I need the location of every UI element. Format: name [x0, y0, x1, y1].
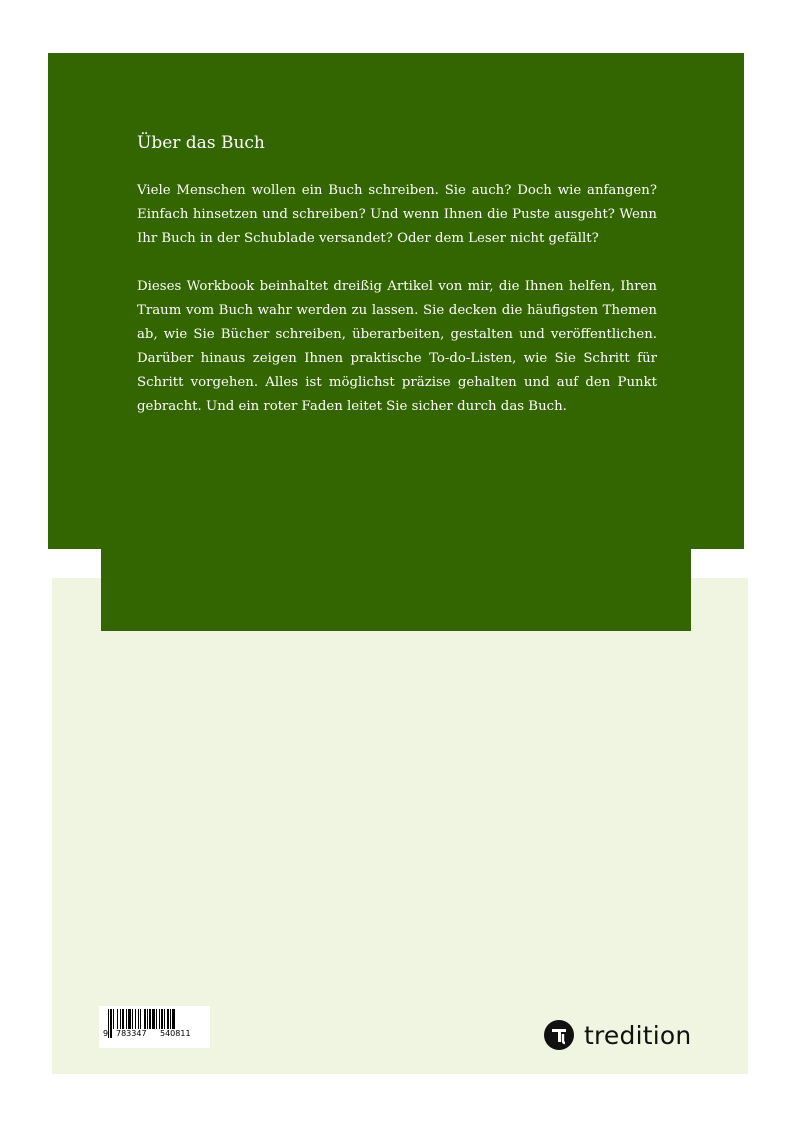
barcode-digits-left: 783347 — [116, 1029, 147, 1038]
blurb-heading: Über das Buch — [137, 133, 265, 153]
green-panel-extension — [101, 549, 691, 631]
isbn-barcode — [99, 1006, 210, 1048]
barcode-digits-right: 540811 — [160, 1029, 191, 1038]
light-background-panel — [52, 578, 748, 1074]
blurb-paragraph-1: Viele Menschen wollen ein Buch schreiben. Sie auch? Doch wie anfangen? Einfach hinsetzen und schreiben? Und wenn Ihnen die Puste ausgeht? Wenn Ihr Buch in der Schublade versandet? Oder dem Leser nicht gefällt? — [137, 183, 657, 246]
publisher-name: tredition — [584, 1020, 692, 1050]
blurb-paragraph-2: Dieses Workbook beinhaltet dreißig Artikel von mir, die Ihnen helfen, Ihren Traum vom Buch wahr werden zu lassen. Sie decken die häufigsten Themen ab, wie Sie Bücher schreiben, überarbeiten, gestalten und veröffentlichen. Darüber hinaus zeigen Ihnen praktische To-do-Listen, wie Sie Schritt für Schritt vorgehen. Alles ist möglichst präzise gehalten und auf den Punkt gebracht. Und ein roter Faden leitet Sie sicher durch das Buch. — [137, 279, 657, 414]
barcode-digit-first: 9 — [103, 1029, 109, 1038]
barcode-bars — [99, 1006, 210, 1048]
tredition-logo-icon — [544, 1020, 574, 1050]
publisher-logo — [544, 1019, 691, 1051]
blurb-text-block — [137, 133, 657, 443]
